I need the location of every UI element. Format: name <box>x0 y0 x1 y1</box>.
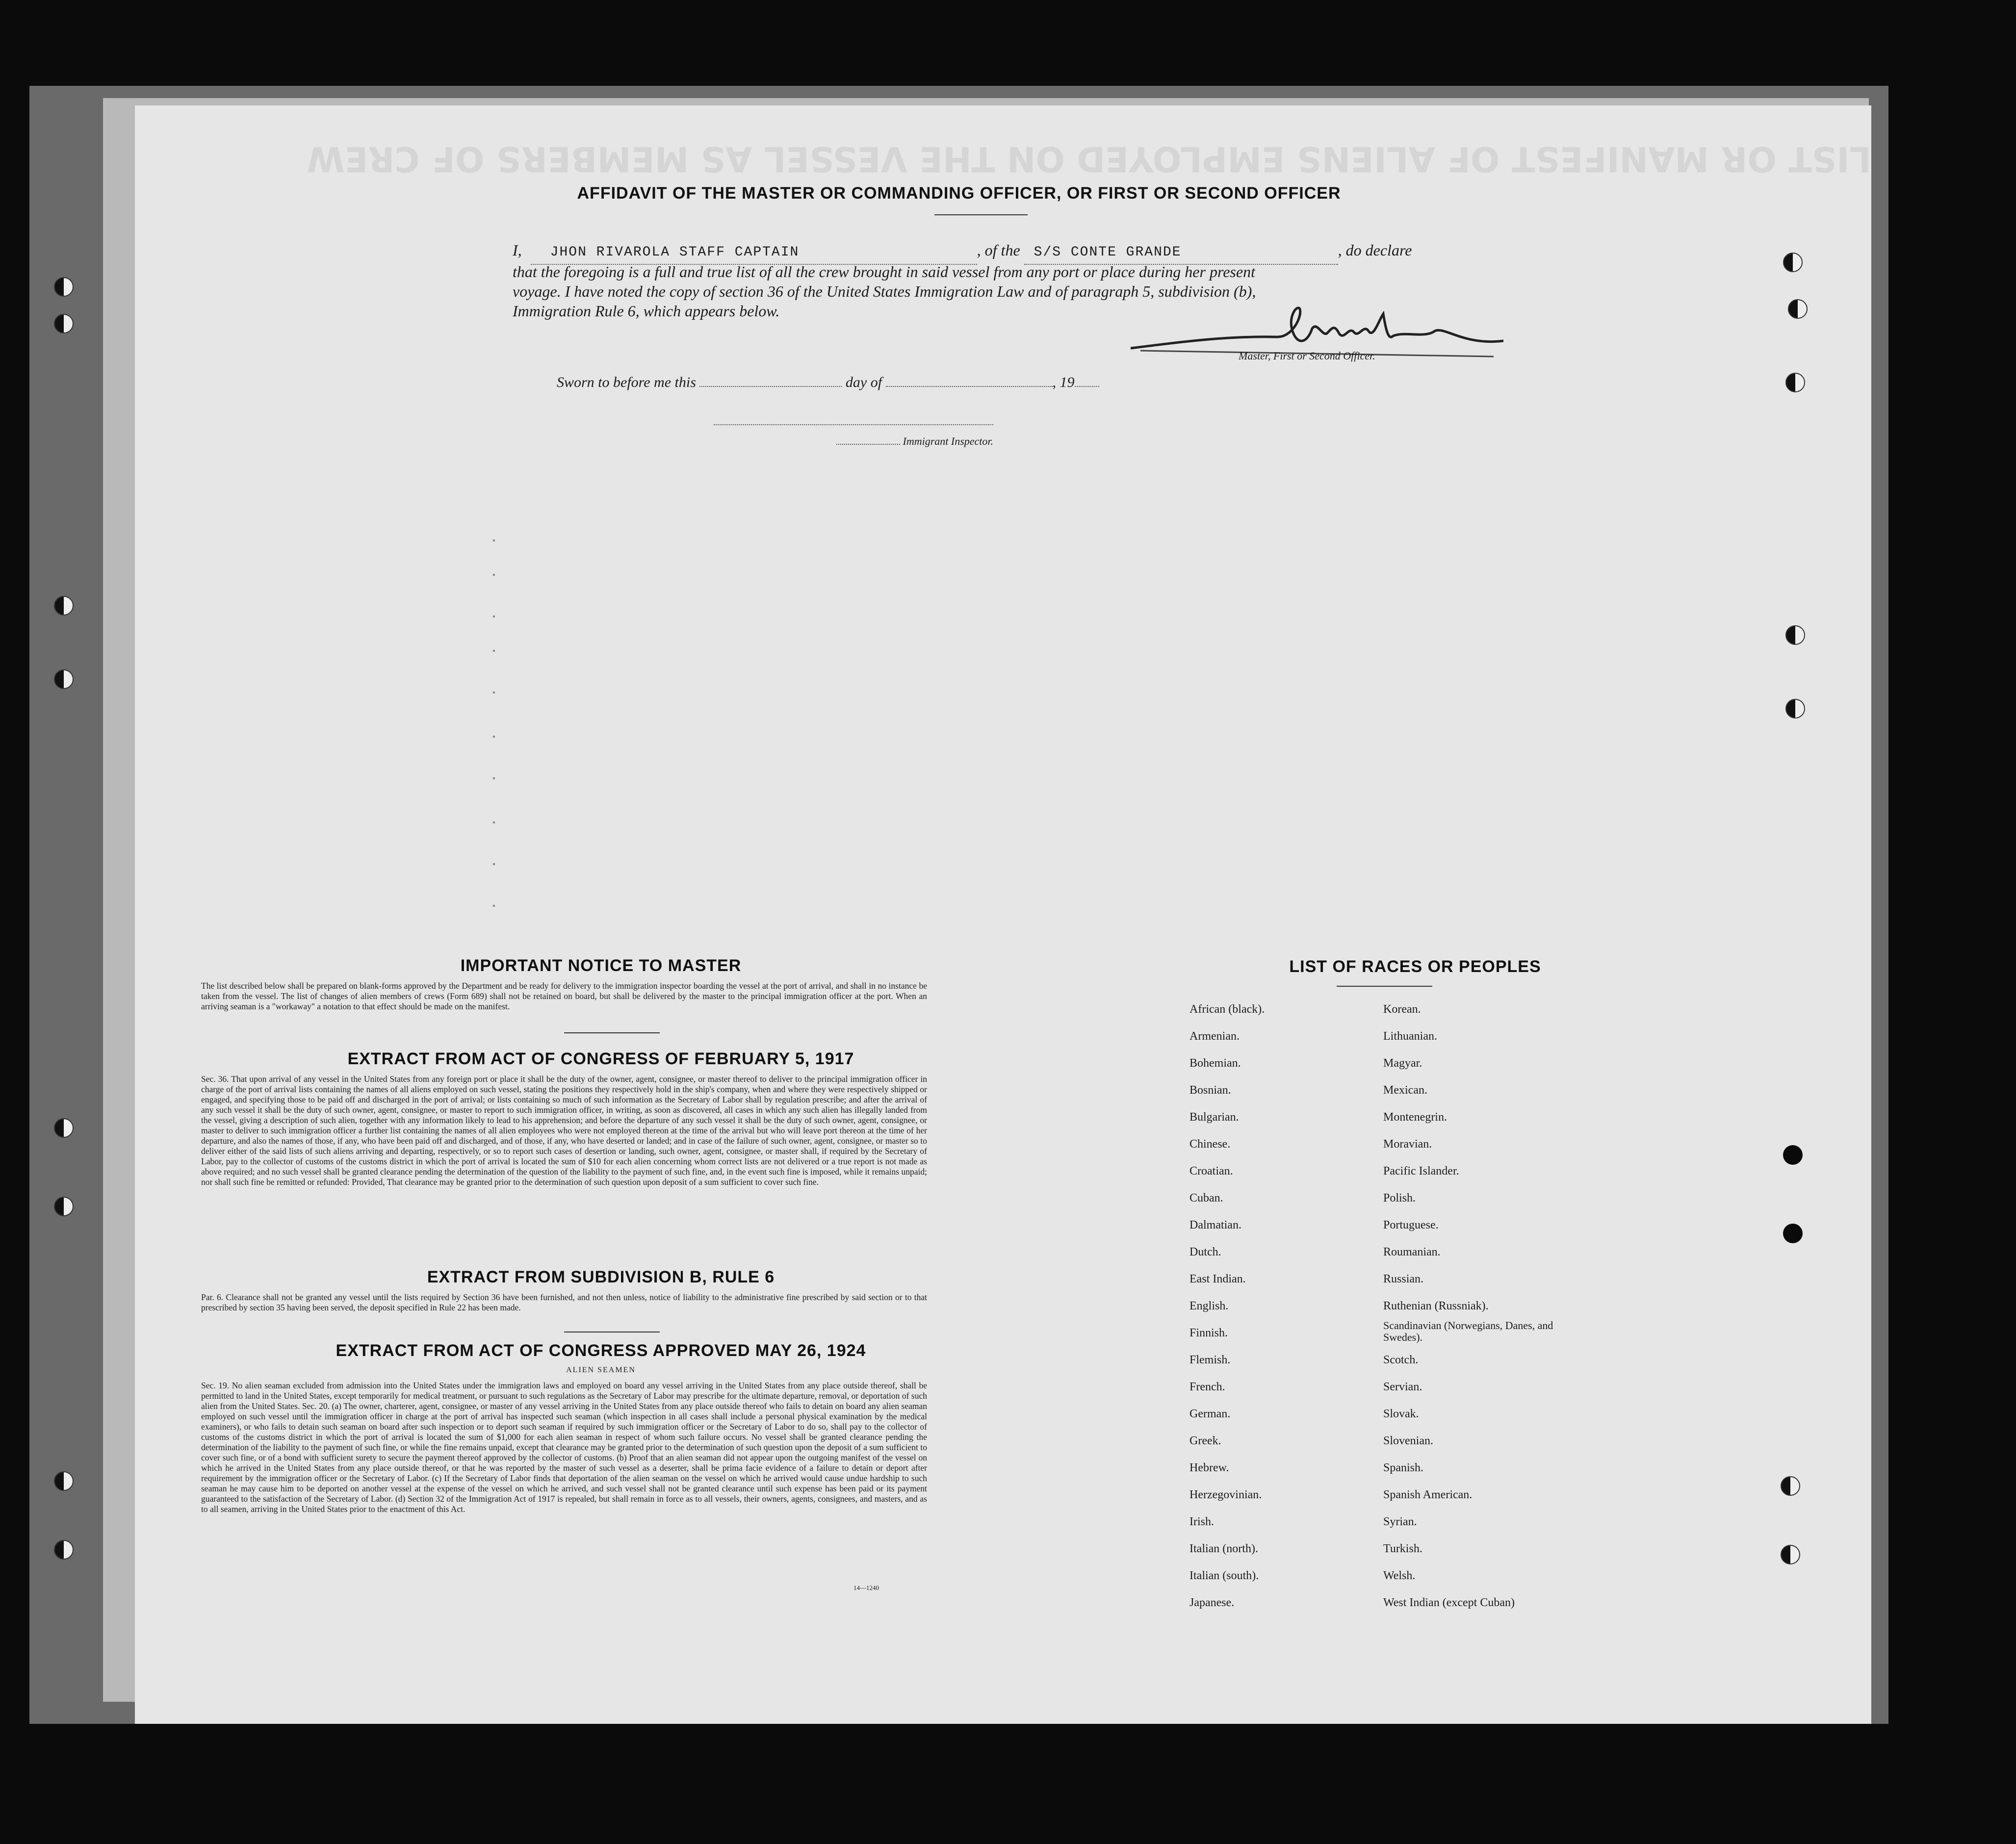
extract-1924-title: EXTRACT FROM ACT OF CONGRESS APPROVED MAY 26, 1924 <box>336 1341 866 1360</box>
race-item: Japanese. <box>1189 1596 1235 1609</box>
sworn-day-of: day of <box>845 374 882 390</box>
race-item: Spanish. <box>1383 1461 1424 1474</box>
affidavit-i: I, <box>513 241 522 259</box>
affidavit-line-2: that the foregoing is a full and true list of all the crew brought in said vessel from any port or place during her present <box>513 263 1255 281</box>
affidavit-line-4: Immigration Rule 6, which appears below. <box>513 302 780 320</box>
race-item: Greek. <box>1189 1434 1221 1447</box>
inspector-signature-line <box>714 424 993 425</box>
stray-mark <box>493 821 495 823</box>
affidavit-line-3: voyage. I have noted the copy of section 36 of the United States Immigration Law and of paragraph 5, subdivision (b), <box>513 282 1256 300</box>
race-item: Herzegovinian. <box>1189 1488 1262 1501</box>
race-item: Cuban. <box>1189 1192 1223 1204</box>
race-item: Lithuanian. <box>1383 1030 1437 1043</box>
races-rule <box>1337 986 1432 987</box>
sworn-day-field <box>699 386 842 387</box>
notice-rule <box>564 1032 660 1033</box>
binder-hole <box>54 277 74 297</box>
race-item: Croatian. <box>1189 1165 1233 1178</box>
title-rule <box>934 214 1028 215</box>
notice-text: The list described below shall be prepared on blank-forms approved by the Department and be ready for delivery to the immigration inspector boarding the vessel at the port of arrival, and shall in no instance be taken from the vessel. The list of changes of alien members of crews (Form 689) shall not be retained on board, but shall be delivered by the master to the principal immigration officer at the port. When an arriving seaman is a "workaway" a notation to that effect should be made on the manifest. <box>201 981 927 1011</box>
race-item: Syrian. <box>1383 1515 1417 1528</box>
sworn-line <box>557 374 1099 391</box>
race-item: West Indian (except Cuban) <box>1383 1596 1515 1609</box>
race-item: Irish. <box>1189 1515 1214 1528</box>
sworn-year-field <box>1075 386 1099 387</box>
race-item: Portuguese. <box>1383 1219 1439 1231</box>
binder-hole <box>54 669 74 689</box>
race-item: Bulgarian. <box>1189 1111 1239 1124</box>
race-item: French. <box>1189 1381 1225 1393</box>
race-item: Chinese. <box>1189 1138 1231 1151</box>
races-right-column <box>1383 1003 1589 1609</box>
race-item: African (black). <box>1189 1003 1265 1016</box>
binder-hole <box>1781 1545 1800 1564</box>
race-item: Montenegrin. <box>1383 1111 1447 1124</box>
race-item: Welsh. <box>1383 1569 1416 1582</box>
binder-hole <box>54 1118 74 1138</box>
binder-hole <box>54 1471 74 1491</box>
binder-hole <box>54 596 74 615</box>
race-item: Ruthenian (Russniak). <box>1383 1300 1489 1312</box>
notice-title: IMPORTANT NOTICE TO MASTER <box>460 956 742 975</box>
race-item: Turkish. <box>1383 1542 1422 1555</box>
binder-hole <box>1783 1224 1803 1243</box>
stray-mark <box>493 574 495 576</box>
stray-mark <box>493 539 495 541</box>
sworn-year-prefix: , 19 <box>1052 374 1075 390</box>
race-item: Bosnian. <box>1189 1084 1231 1097</box>
manifest-page <box>135 105 1871 1724</box>
stray-mark <box>493 650 495 652</box>
stray-mark <box>493 905 495 907</box>
vessel-name: S/S CONTE GRANDE <box>1034 245 1182 260</box>
race-item: Spanish American. <box>1383 1488 1473 1501</box>
stray-mark <box>493 692 495 693</box>
race-item: Dalmatian. <box>1189 1219 1241 1231</box>
binder-hole <box>54 1197 74 1216</box>
race-item: Bohemian. <box>1189 1057 1241 1070</box>
race-item: Finnish. <box>1189 1327 1228 1339</box>
bleed-through-heading: LIST OR MANIFEST OF ALIENS EMPLOYED ON THE VESSEL AS MEMBERS OF CREW <box>307 139 1871 179</box>
binder-hole <box>1783 253 1803 272</box>
form-number: 14—1240 <box>853 1584 879 1591</box>
extract-1917-text: Sec. 36. That upon arrival of any vessel in the United States from any foreign port or place it shall be the duty of the owner, agent, consignee, or master thereof to deliver to the principal immigration officer in charge of the port of arrival lists containing the names of all aliens employed on such vessel, stating the positions they respectively hold in the ship's company, when and where they were respectively shipped or engaged, and specifying those to be paid off and discharged in the port of arrival; or lists containing so much of such information as the Secretary of Labor shall by regulation prescribe; and after the arrival of any such vessel it shall be the duty of such owner, agent, consignee, or master to report to such immigration officer, in writing, as soon as discovered, all cases in which any such alien has illegally landed from the vessel, giving a description of such alien, together with any information likely to lead to his apprehension; and before the departure of any such vessel it shall be the duty of such owner, agent, consignee, or master to deliver to such immigration officer a further list containing the names of all alien employees who were not employed thereon at the time of the arrival but who will leave port thereon at the time of her departure, and also the names of those, if any, who have been paid off and discharged, and of those, if any, who have deserted or landed; and in case of the failure of such owner, agent, consignee, or master so to deliver either of the said lists of such aliens arriving and departing, respectively, or so to report such cases of desertion or landing, such owner, agent, consignee, or master shall, if required by the Secretary of Labor, pay to the collector of customs of the customs district in which the port of arrival is located the sum of $10 for each alien concerning whom correct lists are not delivered or a true report is not made as above required; and no such vessel shall be granted clearance pending the determination of the question of the liability to the payment of such fine, and, in the event such fine is imposed, while it remains unpaid; nor shall such fine be remitted or refunded: Provided, That clearance may be granted prior to the determination of such question upon deposit of a sum sufficient to cover such fine. <box>201 1074 927 1187</box>
binder-hole <box>1785 699 1805 718</box>
affidavit-title: AFFIDAVIT OF THE MASTER OR COMMANDING OFFICER, OR FIRST OR SECOND OFFICER <box>577 184 1341 203</box>
stray-mark <box>493 615 495 617</box>
race-item: Polish. <box>1383 1192 1416 1204</box>
inspector-line <box>836 435 993 448</box>
race-item: Slovak. <box>1383 1408 1419 1420</box>
officer-name: JHON RIVAROLA STAFF CAPTAIN <box>550 245 800 260</box>
race-item: Dutch. <box>1189 1246 1221 1258</box>
binder-hole <box>1781 1476 1800 1496</box>
stray-mark <box>493 777 495 779</box>
race-item: Scandinavian (Norwegians, Danes, and Swedes). <box>1383 1319 1553 1343</box>
binder-hole <box>54 1540 74 1560</box>
stray-mark <box>493 863 495 865</box>
affidavit-do-declare: , do declare <box>1338 241 1412 259</box>
race-item: Slovenian. <box>1383 1434 1433 1447</box>
race-item: Hebrew. <box>1189 1461 1229 1474</box>
races-left-column <box>1189 1003 1376 1609</box>
race-item: Armenian. <box>1189 1030 1240 1043</box>
binder-hole <box>1785 373 1805 392</box>
sworn-prefix: Sworn to before me this <box>557 374 696 390</box>
race-item: Servian. <box>1383 1381 1422 1393</box>
binder-hole <box>1783 1145 1803 1165</box>
race-item: English. <box>1189 1300 1229 1312</box>
binder-hole <box>1788 299 1808 319</box>
race-item: Moravian. <box>1383 1138 1432 1151</box>
race-item: Russian. <box>1383 1273 1424 1285</box>
binder-hole <box>1785 625 1805 645</box>
races-title: LIST OF RACES OR PEOPLES <box>1289 957 1541 976</box>
stray-mark <box>493 736 495 738</box>
race-item: Mexican. <box>1383 1084 1427 1097</box>
race-item: Italian (south). <box>1189 1569 1259 1582</box>
race-item: East Indian. <box>1189 1273 1246 1285</box>
inspector-field <box>836 444 900 445</box>
race-item: Korean. <box>1383 1003 1421 1016</box>
extract-1917-title: EXTRACT FROM ACT OF CONGRESS OF FEBRUARY 5, 1917 <box>347 1050 854 1068</box>
extract-1924-subtitle: ALIEN SEAMEN <box>566 1366 636 1374</box>
race-item: Italian (north). <box>1189 1542 1258 1555</box>
race-item: Flemish. <box>1189 1354 1231 1366</box>
extract-1924-text: Sec. 19. No alien seaman excluded from admission into the United States under the immigration laws and employed on board any vessel arriving in the United States from any place outside thereof, shall be permitted to land in the United States, except temporarily for medical treatment, or pursuant to such regulations as the Secretary of Labor may prescribe for the ultimate departure, removal, or deportation of such alien from the United States. Sec. 20. (a) The owner, charterer, agent, consignee, or master of any vessel arriving in the United States from any place outside thereof who fails to detain on board any alien seaman employed on such vessel until the immigration officer in charge at the port of arrival has inspected such seaman (which inspection in all cases shall include a personal physical examination by the medical examiners), or who fails to detain such seaman on board after such inspection or to deport such seaman if required by such immigration officer or the Secretary of Labor to do so, shall pay to the collector of customs of the customs district in which the port of arrival is located the sum of $1,000 for each alien seaman in respect of whom such failure occurs. No vessel shall be granted clearance pending the determination of the liability to the payment of such fine, or while the fine remains unpaid, except that clearance may be granted prior to the determination of such question upon the deposit of a sum sufficient to cover such fine, or of a bond with sufficient surety to secure the payment thereof approved by the collector of customs. (b) Proof that an alien seaman did not appear upon the outgoing manifest of the vessel on which he arrived in the United States from any place outside thereof, or that he was reported by the master of such vessel as a deserter, shall be prima facie evidence of a failure to detain or deport after requirement by the immigration officer or the Secretary of Labor. (c) If the Secretary of Labor finds that deportation of the alien seaman on the vessel on which he arrived would cause undue hardship to such seaman he may cause him to be deported on another vessel at the expense of the vessel on which he arrived, and such vessel shall not be granted clearance until such expense has been paid or its payment guaranteed to the satisfaction of the Secretary of Labor. (d) Section 32 of the Immigration Act of 1917 is repealed, but shall remain in force as to all vessels, their owners, agents, consignees, and masters, and as to all seamen, arriving in the United States prior to the enactment of this Act. <box>201 1381 927 1514</box>
binder-hole <box>54 314 74 333</box>
inspector-caption: Immigrant Inspector. <box>903 435 994 447</box>
race-item: Magyar. <box>1383 1057 1422 1070</box>
race-item: Roumanian. <box>1383 1246 1441 1258</box>
rule6-text: Par. 6. Clearance shall not be granted any vessel until the lists required by Section 36 have been furnished, and not then unless, notice of liability to the administrative fine prescribed by said section or to that prescribed by section 35 having been served, the deposit specified in Rule 22 has been made. <box>201 1292 927 1312</box>
sworn-month-field <box>886 386 1053 387</box>
affidavit-of-the: , of the <box>977 241 1020 259</box>
race-item: Pacific Islander. <box>1383 1165 1459 1178</box>
signer-caption: Master, First or Second Officer. <box>1239 350 1375 362</box>
race-item: Scotch. <box>1383 1354 1419 1366</box>
race-item: German. <box>1189 1408 1231 1420</box>
rule6-title: EXTRACT FROM SUBDIVISION B, RULE 6 <box>427 1268 775 1286</box>
